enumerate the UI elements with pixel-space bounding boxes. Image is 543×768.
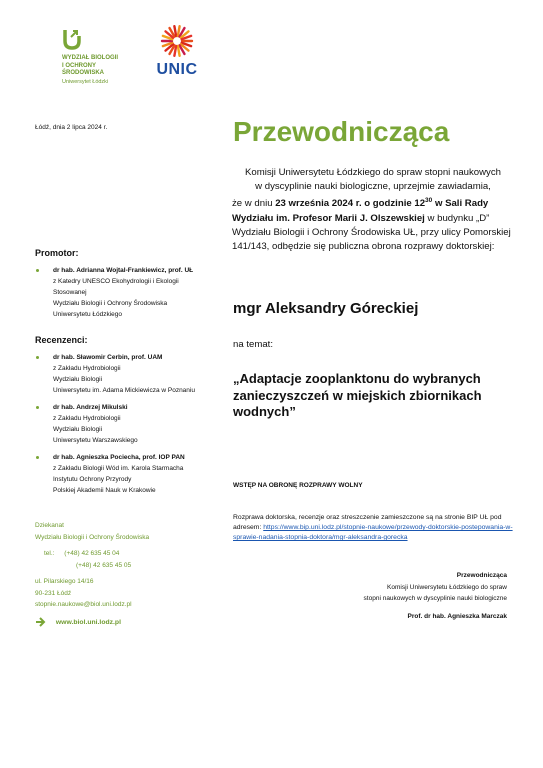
affiliation-line: Stosowanej — [53, 289, 87, 296]
bip-info — [233, 513, 518, 543]
affiliation-line: Uniwersytetu Łódzkiego — [53, 311, 123, 318]
faculty-logo-line-3: ŚRODOWISKA — [62, 70, 104, 76]
unic-logo — [152, 24, 202, 79]
affiliation-line: Instytutu Ochrony Przyrody — [53, 476, 132, 483]
person-name: dr hab. Adrianna Wojtal-Frankiewicz, prof. UŁ — [53, 267, 194, 274]
contact-faculty: Wydziału Biologii i Ochrony Środowiska — [35, 533, 150, 541]
unic-logo-text: UNIC — [156, 61, 198, 78]
defense-room: w Sali Rady Wydziału im. Profesor Marii J. Olszewskiej — [232, 198, 489, 224]
tel-label: tel.: — [44, 550, 55, 557]
defense-datetime: 23 września 2024 r. o godzinie 12 — [275, 198, 426, 210]
person-name: dr hab. Sławomir Cerbin, prof. UAM — [53, 354, 163, 361]
reviewers-section — [35, 335, 225, 502]
reviewer-item — [35, 402, 225, 446]
admission-note: WSTĘP NA OBRONĘ ROZPRAWY WOLNY — [233, 482, 363, 489]
affiliation-line: Polskiej Akademii Nauk w Krakowie — [53, 487, 156, 494]
signature-name: Prof. dr hab. Agnieszka Marczak — [407, 612, 507, 620]
date-line: Łódź, dnia 2 lipca 2024 r. — [35, 124, 108, 131]
faculty-logo — [62, 28, 152, 85]
intro-line-2: w dyscyplinie nauki biologiczne, uprzejmie zawiadamia, — [255, 181, 491, 193]
page-title: Przewodnicząca — [233, 116, 450, 147]
contact-block — [35, 520, 225, 611]
website-text: www.biol.uni.lodz.pl — [55, 618, 121, 626]
faculty-logo-icon — [62, 28, 82, 50]
contact-city: 90-231 Łódź — [35, 589, 72, 597]
bullet-icon — [36, 406, 39, 409]
affiliation-line: Wydziału Biologii — [53, 376, 103, 383]
affiliation-line: Uniwersytetu Warszawskiego — [53, 437, 138, 444]
bullet-icon — [36, 269, 39, 272]
signature-role: Przewodnicząca — [456, 572, 507, 579]
candidate-name: mgr Aleksandry Góreckiej — [233, 300, 419, 317]
affiliation-line: z Zakładu Hydrobiologii — [53, 365, 121, 372]
topic-label: na temat: — [233, 339, 273, 350]
bullet-icon — [36, 456, 39, 459]
promotor-heading: Promotor: — [35, 248, 79, 258]
reviewers-list — [35, 352, 225, 496]
contact-phones — [35, 548, 225, 560]
person-name: dr hab. Agnieszka Pociecha, prof. IOP PAN — [53, 454, 185, 461]
tel-2: (+48) 42 635 45 05 — [76, 561, 132, 569]
faculty-logo-line-1: WYDZIAŁ BIOLOGII — [62, 55, 118, 61]
contact-street: ul. Pilarskiego 14/16 — [35, 578, 94, 585]
intro-rest: w budynku „D” Wydziału Biologii i Ochrony Środowiska UŁ, przy ulicy Pomorskiej 141/143, odbędzie się publiczna obrona rozprawy doktorskiej: — [232, 212, 511, 253]
bullet-icon — [36, 356, 39, 359]
intro-p1: że w dniu — [232, 198, 276, 210]
defense-minutes: 30 — [425, 197, 433, 205]
website-link[interactable] — [35, 617, 121, 627]
contact-dept: Dziekanat — [35, 522, 64, 529]
affiliation-line: z Katedry UNESCO Ekohydrologii i Ekologii — [53, 278, 179, 285]
faculty-logo-university: Uniwersytet Łódzki — [62, 78, 109, 85]
promotor-list — [35, 265, 220, 320]
person-name: dr hab. Andrzej Mikulski — [53, 404, 128, 411]
affiliation-line: Wydziału Biologii — [53, 426, 103, 433]
unic-logo-icon — [160, 24, 194, 58]
signature-line-1: Komisji Uniwersytetu Łódzkiego do spraw — [387, 583, 507, 591]
unic-ray — [178, 46, 180, 56]
contact-email[interactable]: stopnie.naukowe@biol.uni.lodz.pl — [35, 601, 132, 608]
signature-block — [330, 570, 507, 622]
bip-info-text: Rozprawa doktorska, recenzje oraz streszczenie zamieszczone są na stronie BIP UŁ pod adresem: — [233, 514, 502, 531]
promotor-section — [35, 248, 220, 326]
promotor-item — [35, 265, 220, 320]
tel-1: (+48) 42 635 45 04 — [64, 550, 120, 557]
thesis-title: „Adaptacje zooplanktonu do wybranych zanieczyszczeń w miejskich zbiornikach wodnych” — [233, 371, 482, 419]
arrow-right-icon — [35, 617, 46, 627]
affiliation-line: Uniwersytetu im. Adama Mickiewicza w Poznaniu — [53, 387, 195, 394]
unic-ray — [174, 26, 176, 36]
intro-line-1: Komisji Uniwersytetu Łódzkiego do spraw stopni naukowych — [245, 167, 501, 178]
announcement-intro — [232, 166, 514, 254]
reviewer-item — [35, 352, 225, 396]
bip-link[interactable]: https://www.bip.uni.lodz.pl/stopnie-naukowe/przewody-doktorskie-postepowania-w-sprawie-nadania-stopnia-doktora/mgr-aleksandra-gorecka — [233, 524, 513, 541]
reviewers-heading: Recenzenci: — [35, 335, 88, 345]
signature-line-2: stopni naukowych w dyscyplinie nauki biologiczne — [363, 595, 507, 602]
affiliation-line: Wydziału Biologii i Ochrony Środowiska — [53, 300, 168, 307]
affiliation-line: z Zakładu Biologii Wód im. Karola Starmacha — [53, 465, 184, 472]
affiliation-line: z Zakładu Hydrobiologii — [53, 415, 121, 422]
reviewer-item — [35, 452, 225, 496]
faculty-logo-line-2: I OCHRONY — [62, 62, 97, 69]
